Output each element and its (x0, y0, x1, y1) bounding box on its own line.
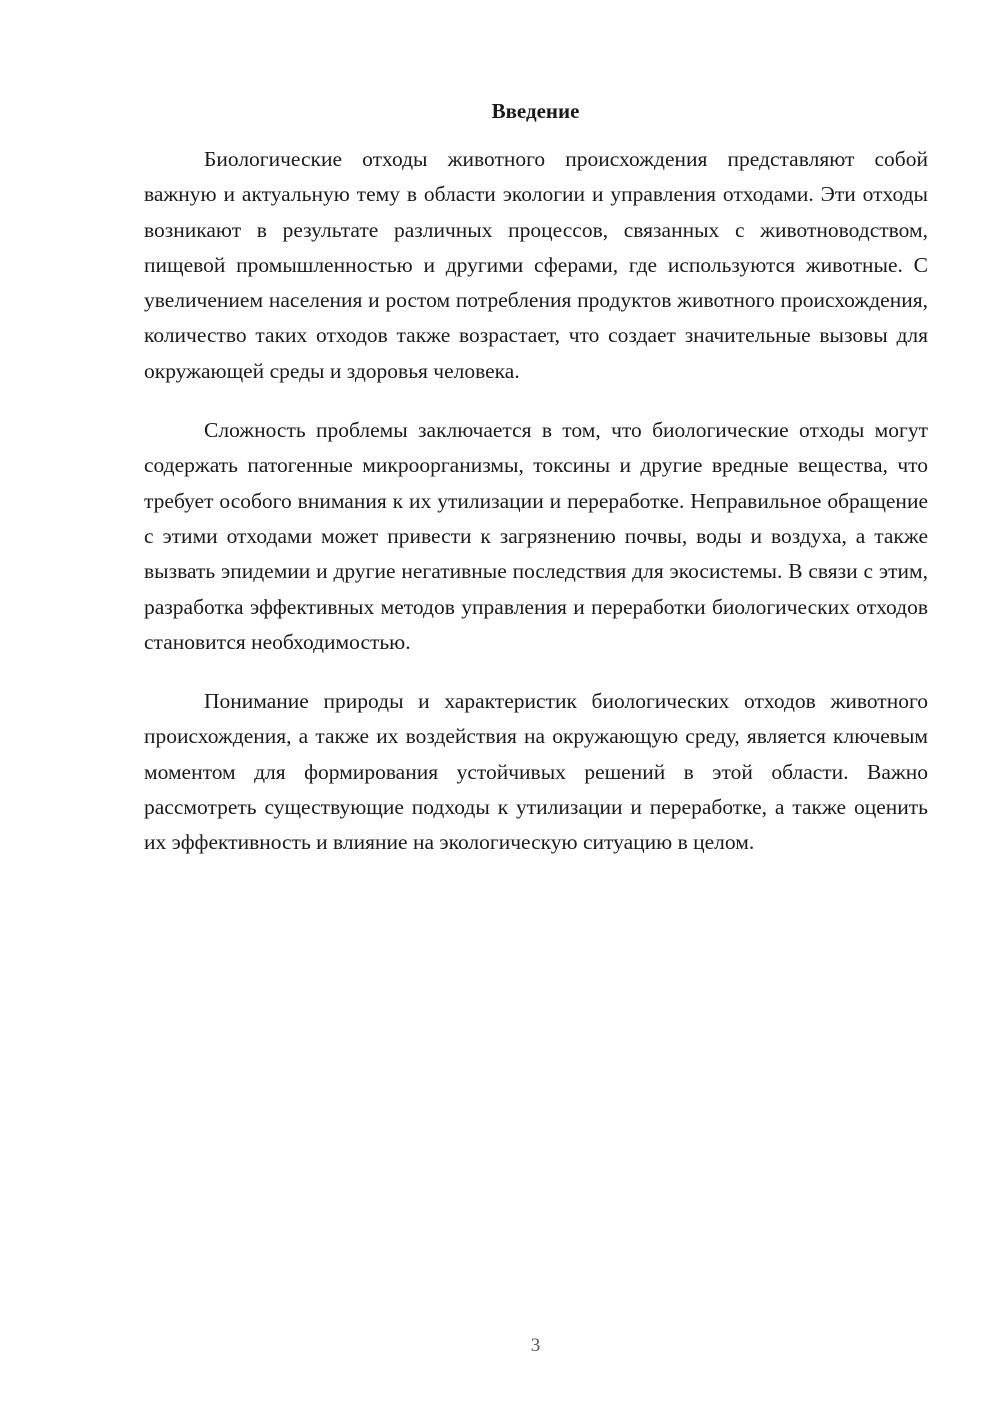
paragraph-2: Сложность проблемы заключается в том, что биологические отходы могут содержать патогенные микроорганизмы, токсины и другие вредные вещества, что требует особого внимания к их утилизации и переработке. Неправильное обращение с этими отходами может привести к загрязнению почвы, воды и воздуха, а также вызвать эпидемии и другие негативные последствия для экосистемы. В связи с этим, разработка эффективных методов управления и переработки биологических отходов становится необходимостью. (144, 418, 928, 654)
document-body (144, 142, 928, 885)
paragraph-3: Понимание природы и характеристик биологических отходов животного происхождения, а также их воздействия на окружающую среду, является ключевым моментом для формирования устойчивых решений в этой области. Важно рассмотреть существующие подходы к утилизации и переработке, а также оценить их эффективность и влияние на экологическую ситуацию в целом. (144, 689, 928, 855)
paragraph-1: Биологические отходы животного происхождения представляют собой важную и актуальную тему в области экологии и управления отходами. Эти отходы возникают в результате различных процессов, связанных с животноводством, пищевой промышленностью и другими сферами, где используются животные. С увеличением населения и ростом потребления продуктов животного происхождения, количество таких отходов также возрастает, что создает значительные вызовы для окружающей среды и здоровья человека. (144, 147, 928, 383)
page-number: 3 (530, 1335, 541, 1356)
page-title: Введение (491, 99, 580, 123)
